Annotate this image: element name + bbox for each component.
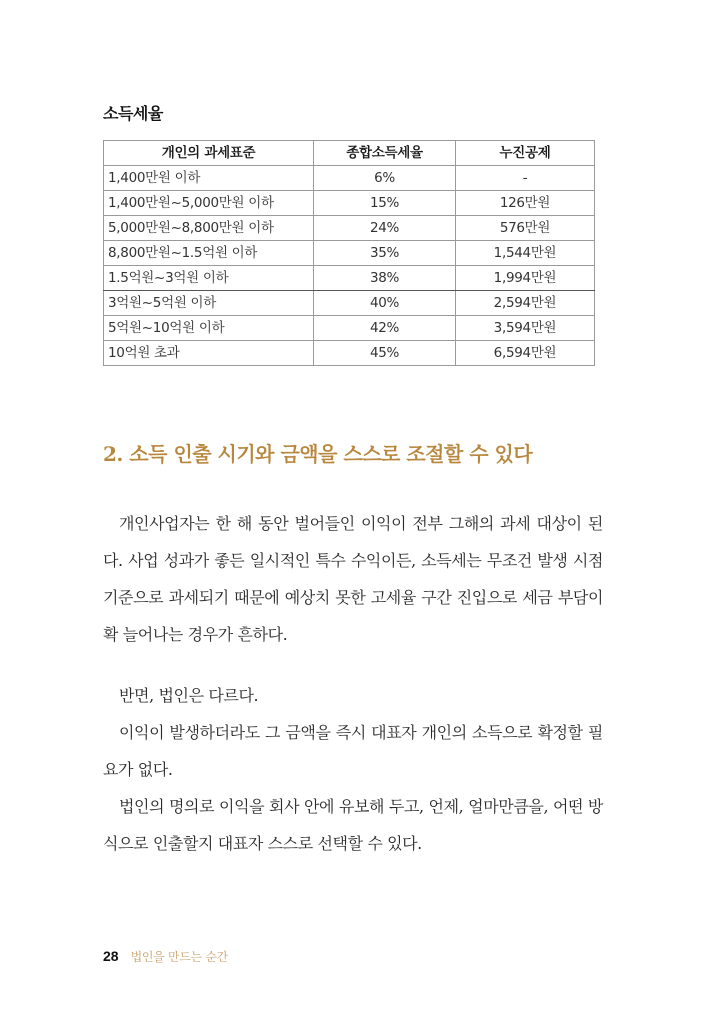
cell-range: 1,400만원~5,000만원 이하 bbox=[104, 191, 314, 216]
table-row bbox=[104, 291, 595, 316]
cell-range: 5,000만원~8,800만원 이하 bbox=[104, 216, 314, 241]
cell-rate: 24% bbox=[314, 216, 456, 241]
paragraph: 개인사업자는 한 해 동안 벌어들인 이익이 전부 그해의 과세 대상이 된다. 사업 성과가 좋든 일시적인 특수 수익이든, 소득세는 무조건 발생 시점 기준으로 과세되기 때문에 예상치 못한 고세율 구간 진입으로 세금 부담이 확 늘어나는 경우가 흔하다. bbox=[103, 514, 603, 644]
cell-rate: 45% bbox=[314, 341, 456, 366]
cell-deduction: 1,544만원 bbox=[456, 241, 595, 266]
table-row bbox=[104, 316, 595, 341]
table-row bbox=[104, 191, 595, 216]
income-tax-rate-table bbox=[103, 140, 595, 366]
cell-rate: 38% bbox=[314, 266, 456, 291]
cell-range: 5억원~10억원 이하 bbox=[104, 316, 314, 341]
cell-rate: 6% bbox=[314, 166, 456, 191]
paragraph: 법인의 명의로 이익을 회사 안에 유보해 두고, 언제, 얼마만큼을, 어떤 방식으로 인출할지 대표자 스스로 선택할 수 있다. bbox=[103, 797, 603, 853]
cell-deduction: 6,594만원 bbox=[456, 341, 595, 366]
table-row bbox=[104, 266, 595, 291]
cell-range: 1,400만원 이하 bbox=[104, 166, 314, 191]
page-footer bbox=[103, 948, 228, 965]
body-paragraphs-2 bbox=[103, 677, 603, 862]
header-tax-rate: 종합소득세율 bbox=[314, 141, 456, 166]
table-row bbox=[104, 341, 595, 366]
cell-deduction: 3,594만원 bbox=[456, 316, 595, 341]
page-number: 28 bbox=[103, 948, 119, 964]
cell-rate: 42% bbox=[314, 316, 456, 341]
body-paragraphs-1 bbox=[103, 505, 603, 653]
cell-deduction: 2,594만원 bbox=[456, 291, 595, 316]
table-row bbox=[104, 166, 595, 191]
table-row bbox=[104, 216, 595, 241]
table-title: 소득세율 bbox=[103, 104, 163, 123]
cell-deduction: - bbox=[456, 166, 595, 191]
cell-deduction: 126만원 bbox=[456, 191, 595, 216]
cell-rate: 35% bbox=[314, 241, 456, 266]
paragraph: 이익이 발생하더라도 그 금액을 즉시 대표자 개인의 소득으로 확정할 필요가 없다. bbox=[103, 723, 603, 779]
paragraph: 반면, 법인은 다르다. bbox=[119, 686, 259, 705]
cell-deduction: 1,994만원 bbox=[456, 266, 595, 291]
cell-rate: 40% bbox=[314, 291, 456, 316]
cell-deduction: 576만원 bbox=[456, 216, 595, 241]
cell-range: 10억원 초과 bbox=[104, 341, 314, 366]
header-tax-base: 개인의 과세표준 bbox=[104, 141, 314, 166]
table-header-row bbox=[104, 141, 595, 166]
cell-range: 8,800만원~1.5억원 이하 bbox=[104, 241, 314, 266]
cell-rate: 15% bbox=[314, 191, 456, 216]
cell-range: 3억원~5억원 이하 bbox=[104, 291, 314, 316]
header-progressive-deduction: 누진공제 bbox=[456, 141, 595, 166]
cell-range: 1.5억원~3억원 이하 bbox=[104, 266, 314, 291]
book-title: 법인을 만드는 순간 bbox=[130, 950, 228, 964]
table-row bbox=[104, 241, 595, 266]
section-heading: 2. 소득 인출 시기와 금액을 스스로 조절할 수 있다 bbox=[103, 442, 533, 466]
